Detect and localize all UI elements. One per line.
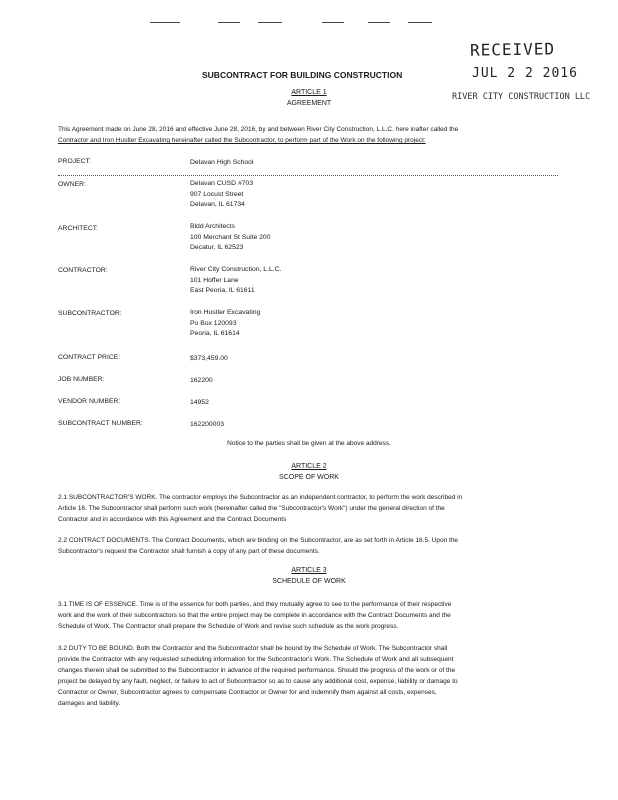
subcontractor-line-1: Iron Hustler Excavating <box>190 309 261 316</box>
header-rule-6 <box>408 22 432 23</box>
article2-number <box>0 463 618 470</box>
field-value-job-number: 162200 <box>190 377 213 384</box>
section-3-1-line-2: work and the work of their subcontractors so that the entire project may be complete in accordance with the Contract Documents and the <box>58 612 451 619</box>
field-label-architect: ARCHITECT: <box>58 225 99 232</box>
field-value-owner <box>190 179 253 211</box>
section-3-1-line-1: 3.1 TIME IS OF ESSENCE. Time is of the essence for both parties, and they mutually agree to see to the performance of their respective <box>58 601 452 608</box>
section-3-2-line-1: 3.2 DUTY TO BE BOUND. Both the Contractor and the Subcontractor shall be bound by the Schedule of Work. The Subcontractor shall <box>58 645 448 652</box>
contractor-line-3: East Peoria, IL 61611 <box>190 287 255 294</box>
subcontractor-line-2: Po Box 120093 <box>190 319 237 327</box>
section-2-1-line-2: Article 16. The Subcontractor shall perform such work (hereinafter called the "Subcontractor's Work") under the general direction of the <box>58 505 445 512</box>
agreement-intro <box>58 124 558 146</box>
received-date: JUL 2 2 2016 <box>472 66 578 81</box>
notice-text: Notice to the parties shall be given at the above address. <box>227 440 391 447</box>
subcontractor-line-3: Peoria, IL 61614 <box>190 330 240 337</box>
field-value-contractor <box>190 265 281 297</box>
header-rule-5 <box>368 22 390 23</box>
agreement-intro-line-1: This Agreement made on June 28, 2016 and effective June 28, 2016, by and between River City Construction, L.L.C. here inafter called the <box>58 126 459 133</box>
section-3-2-line-4: project be delayed by any fault, neglect, or failure to act of Subcontractor so as to cause any additional cost, expense, liability or damage to <box>58 678 458 685</box>
header-rule-2 <box>218 22 240 23</box>
field-value-contract-price: $373,459.00 <box>190 355 228 362</box>
field-value-architect <box>190 222 270 254</box>
agreement-intro-line-2: Contractor and Iron Hustler Excavating hereinafter called the Subcontractor, to perform part of the Work on the following project: <box>58 137 426 144</box>
dotted-separator <box>58 175 558 176</box>
field-label-contract-price: CONTRACT PRICE: <box>58 354 121 361</box>
field-label-subcontractor: SUBCONTRACTOR: <box>58 310 122 317</box>
article2-number-text: ARTICLE 2 <box>291 463 327 470</box>
document-title: SUBCONTRACT FOR BUILDING CONSTRUCTION <box>202 70 403 80</box>
architect-line-2: 100 Merchant St Suite 200 <box>190 233 271 241</box>
header-rule-3 <box>258 22 282 23</box>
section-3-2 <box>58 643 558 709</box>
section-3-1 <box>58 599 558 632</box>
section-2-1-line-3: Contractor and in accordance with this Agreement and the Contract Documents <box>58 516 287 523</box>
architect-line-1: Bldd Architects <box>190 223 235 230</box>
section-3-2-line-6: damages and liability. <box>58 700 121 707</box>
section-2-2-line-2: Subcontractor's request the Contractor shall furnish a copy of any part of these documents. <box>58 548 320 555</box>
section-3-2-line-3: changes therein shall be submitted to the Subcontractor in advance of the required performance. Should the progress of the work or of the <box>58 667 456 674</box>
article1-name: AGREEMENT <box>286 100 332 107</box>
field-label-subcontract-number: SUBCONTRACT NUMBER: <box>58 420 143 427</box>
section-2-1-line-1: 2.1 SUBCONTRACTOR'S WORK. The contractor employs the Subcontractor as an independent contractor, to perform the work described in <box>58 494 463 501</box>
architect-line-3: Decatur, IL 62523 <box>190 244 244 251</box>
field-label-vendor-number: VENDOR NUMBER: <box>58 398 121 405</box>
article3-name: SCHEDULE OF WORK <box>272 578 346 585</box>
owner-line-2: 907 Locust Street <box>190 190 244 198</box>
section-3-2-line-2: provide the Contractor with any requested scheduling information for the Subcontractor's Work. The Schedule of Work and all subsequent <box>58 656 454 663</box>
section-2-2-line-1: 2.2 CONTRACT DOCUMENTS. The Contract Documents, which are binding on the Subcontractor, are as set forth in Article 16.5. Upon the <box>58 537 459 544</box>
owner-line-1: Delavan CUSD #703 <box>190 180 254 187</box>
article2-name: SCOPE OF WORK <box>279 474 339 481</box>
article3-number <box>0 567 618 574</box>
section-2-1 <box>58 492 558 525</box>
contractor-line-1: River City Construction, L.L.C. <box>190 266 282 273</box>
contractor-line-2: 101 Hoffer Lane <box>190 276 239 284</box>
section-3-2-line-5: Contractor or Owner, Subcontractor agrees to compensate Contractor or Owner for and indemnify them against all costs, expenses, <box>58 689 437 696</box>
received-stamp: RECEIVED <box>469 39 556 60</box>
received-company: RIVER CITY CONSTRUCTION LLC <box>452 92 591 102</box>
field-value-subcontractor <box>190 308 260 340</box>
owner-line-3: Delavan, IL 61734 <box>190 201 245 208</box>
field-value-vendor-number: 14952 <box>190 399 209 406</box>
field-label-job-number: JOB NUMBER: <box>58 376 105 383</box>
article1-number <box>0 89 618 96</box>
header-rule-4 <box>322 22 344 23</box>
article1-number-text: ARTICLE 1 <box>291 89 327 96</box>
project-line-1: Delavan High School <box>190 159 254 166</box>
section-2-2 <box>58 535 558 557</box>
header-rule-1 <box>150 22 180 23</box>
field-label-owner: OWNER: <box>58 181 86 188</box>
field-value-project <box>190 158 253 169</box>
section-3-1-line-3: Schedule of Work. The Contractor shall prepare the Schedule of Work and revise such schedule as the work progress. <box>58 623 399 630</box>
field-value-subcontract-number: 162200003 <box>190 421 225 428</box>
article3-number-text: ARTICLE 3 <box>291 567 327 574</box>
field-label-project: PROJECT: <box>58 158 91 165</box>
field-label-contractor: CONTRACTOR: <box>58 267 108 274</box>
